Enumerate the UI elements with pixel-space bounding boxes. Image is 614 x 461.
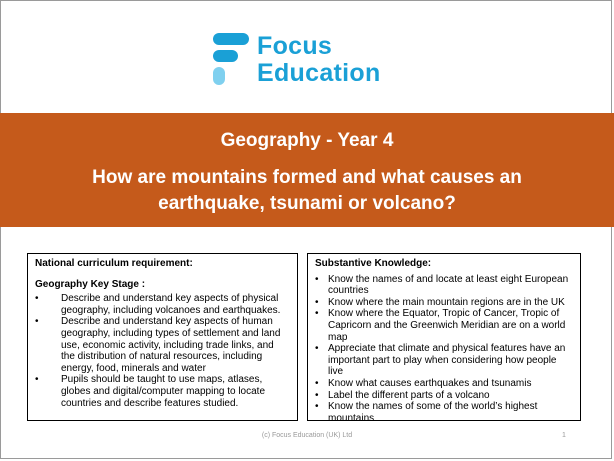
list-item: • Know where the Equator, Tropic of Cancer, Tropic of Capricorn and the Greenwich Meridian are on a world map — [315, 308, 573, 343]
list-item: • Know the names of and locate at least eight European countries — [315, 274, 573, 297]
logo-line-2: Education — [257, 59, 381, 87]
focus-logo-icon — [213, 33, 249, 85]
list-item: • Appreciate that climate and physical features have an important part to play when considering how people live — [315, 343, 573, 378]
curriculum-box — [27, 253, 298, 421]
list-item: • Pupils should be taught to use maps, atlases, globes and digital/computer mapping to locate countries and describe features studied. — [35, 374, 290, 409]
list-item: • Know the names of some of the world’s highest mountains — [315, 401, 573, 424]
curriculum-list — [35, 293, 290, 409]
knowledge-title: Substantive Knowledge: — [315, 258, 432, 269]
list-item: • Describe and understand key aspects of physical geography, including volcanoes and earthquakes. — [35, 293, 290, 316]
footer-copyright: (c) Focus Education (UK) Ltd — [261, 432, 353, 439]
list-item: • Describe and understand key aspects of human geography, including types of settlement and land use, economic activity, including trade links, and the distribution of natural resources, including energy, food, minerals and water — [35, 316, 290, 374]
subject-title: Geography - Year 4 — [220, 130, 394, 151]
logo-wordmark — [257, 33, 381, 87]
enquiry-question: How are mountains formed and what causes an earthquake, tsunami or volcano? — [92, 167, 522, 214]
logo-line-1: Focus — [257, 32, 333, 60]
curriculum-title: National curriculum requirement: — [35, 258, 193, 269]
focus-education-logo — [213, 33, 393, 91]
list-item: • Know where the main mountain regions are in the UK — [315, 297, 573, 309]
page-number: 1 — [562, 432, 566, 439]
key-stage-subtitle: Geography Key Stage : — [35, 278, 146, 290]
list-item: • Label the different parts of a volcano — [315, 390, 573, 402]
knowledge-box — [307, 253, 581, 424]
title-banner — [0, 113, 614, 227]
list-item: • Know what causes earthquakes and tsunamis — [315, 378, 573, 390]
knowledge-list — [315, 274, 573, 425]
